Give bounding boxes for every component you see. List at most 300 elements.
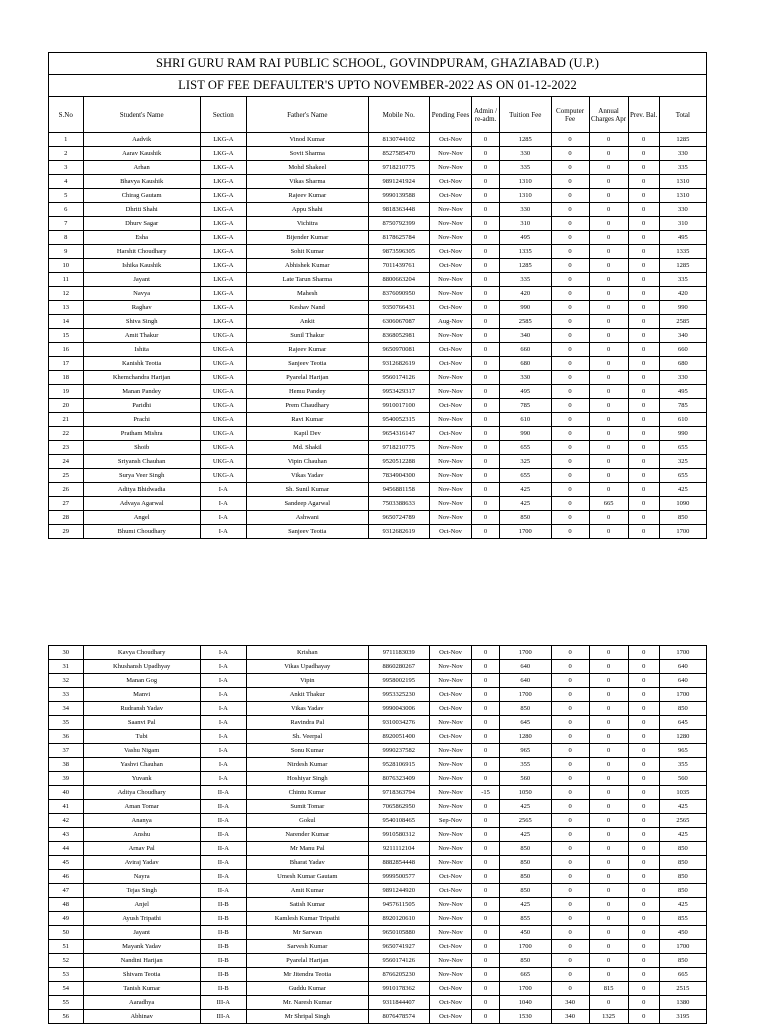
cell-admission: 0 xyxy=(472,497,500,511)
cell-father-name: Mr Sarwan xyxy=(246,926,368,940)
cell-father-name: Sonu Kumar xyxy=(246,744,368,758)
cell-annual-charges: 0 xyxy=(589,730,628,744)
cell-computer-fee: 0 xyxy=(551,842,589,856)
cell-tuition-fee: 1335 xyxy=(499,245,551,259)
cell-student-name: Aarav Kaushik xyxy=(83,147,200,161)
cell-student-name: Manan Pandey xyxy=(83,385,200,399)
cell-student-name: Nayra xyxy=(83,870,200,884)
cell-tuition-fee: 965 xyxy=(499,744,551,758)
cell-total: 1700 xyxy=(659,525,706,539)
cell-prev-bal: 0 xyxy=(628,455,659,469)
cell-tuition-fee: 1050 xyxy=(499,786,551,800)
cell-sno: 32 xyxy=(49,674,84,688)
cell-admission: 0 xyxy=(472,856,500,870)
cell-student-name: Bhavya Kaushik xyxy=(83,175,200,189)
cell-prev-bal: 0 xyxy=(628,343,659,357)
cell-sno: 18 xyxy=(49,371,84,385)
cell-computer-fee: 0 xyxy=(551,912,589,926)
cell-tuition-fee: 1310 xyxy=(499,189,551,203)
table-row xyxy=(49,273,707,287)
cell-total: 785 xyxy=(659,399,706,413)
cell-mobile: 9540108465 xyxy=(368,814,429,828)
cell-sno: 30 xyxy=(49,646,84,660)
cell-computer-fee: 0 xyxy=(551,413,589,427)
cell-section: III-A xyxy=(200,1010,246,1024)
cell-tuition-fee: 1700 xyxy=(499,525,551,539)
cell-prev-bal: 0 xyxy=(628,870,659,884)
cell-father-name: Umesh Kumar Gautam xyxy=(246,870,368,884)
table-row xyxy=(49,147,707,161)
table-row xyxy=(49,525,707,539)
table-row xyxy=(49,385,707,399)
cell-sno: 1 xyxy=(49,133,84,147)
fee-defaulter-table-top xyxy=(48,52,707,539)
cell-prev-bal: 0 xyxy=(628,147,659,161)
cell-admission: 0 xyxy=(472,455,500,469)
cell-mobile: 9457611505 xyxy=(368,898,429,912)
cell-section: UKG-A xyxy=(200,399,246,413)
cell-section: LKG-A xyxy=(200,161,246,175)
cell-total: 2585 xyxy=(659,315,706,329)
cell-mobile: 9718210775 xyxy=(368,441,429,455)
cell-father-name: Mr Manu Pal xyxy=(246,842,368,856)
cell-annual-charges: 0 xyxy=(589,940,628,954)
cell-tuition-fee: 665 xyxy=(499,968,551,982)
cell-tuition-fee: 1700 xyxy=(499,646,551,660)
cell-sno: 12 xyxy=(49,287,84,301)
cell-admission: 0 xyxy=(472,133,500,147)
cell-section: LKG-A xyxy=(200,133,246,147)
cell-student-name: Dhurv Sagar xyxy=(83,217,200,231)
cell-student-name: Angel xyxy=(83,511,200,525)
cell-total: 660 xyxy=(659,343,706,357)
cell-father-name: Vichitra xyxy=(246,217,368,231)
cell-mobile: 8882854448 xyxy=(368,856,429,870)
cell-admission: 0 xyxy=(472,399,500,413)
cell-annual-charges: 0 xyxy=(589,161,628,175)
cell-student-name: Abhinav xyxy=(83,1010,200,1024)
cell-pending-fees: Oct-Nov xyxy=(429,133,472,147)
cell-tuition-fee: 495 xyxy=(499,231,551,245)
cell-sno: 27 xyxy=(49,497,84,511)
cell-father-name: Sanjeev Teotia xyxy=(246,357,368,371)
cell-annual-charges: 0 xyxy=(589,259,628,273)
table-row xyxy=(49,371,707,385)
cell-mobile: 7011439761 xyxy=(368,259,429,273)
cell-pending-fees: Oct-Nov xyxy=(429,646,472,660)
cell-prev-bal: 0 xyxy=(628,175,659,189)
cell-father-name: Mr. Naresh Kumar xyxy=(246,996,368,1010)
cell-computer-fee: 0 xyxy=(551,245,589,259)
cell-tuition-fee: 325 xyxy=(499,455,551,469)
cell-prev-bal: 0 xyxy=(628,772,659,786)
cell-admission: 0 xyxy=(472,730,500,744)
cell-tuition-fee: 655 xyxy=(499,441,551,455)
cell-father-name: Rajeev Kumar xyxy=(246,189,368,203)
cell-sno: 41 xyxy=(49,800,84,814)
cell-mobile: 9891244920 xyxy=(368,884,429,898)
cell-sno: 39 xyxy=(49,772,84,786)
cell-annual-charges: 0 xyxy=(589,912,628,926)
cell-student-name: Rudransh Yadav xyxy=(83,702,200,716)
cell-pending-fees: Nov-Nov xyxy=(429,772,472,786)
cell-prev-bal: 0 xyxy=(628,133,659,147)
cell-father-name: Ankit Thakur xyxy=(246,688,368,702)
cell-pending-fees: Oct-Nov xyxy=(429,301,472,315)
cell-tuition-fee: 850 xyxy=(499,856,551,870)
cell-pending-fees: Nov-Nov xyxy=(429,968,472,982)
cell-father-name: Sovit Sharma xyxy=(246,147,368,161)
cell-admission: 0 xyxy=(472,912,500,926)
cell-total: 1335 xyxy=(659,245,706,259)
cell-admission: 0 xyxy=(472,217,500,231)
cell-prev-bal: 0 xyxy=(628,315,659,329)
cell-father-name: Vikas Sharma xyxy=(246,175,368,189)
cell-admission: 0 xyxy=(472,203,500,217)
cell-tuition-fee: 560 xyxy=(499,772,551,786)
cell-annual-charges: 0 xyxy=(589,800,628,814)
cell-admission: 0 xyxy=(472,828,500,842)
cell-tuition-fee: 655 xyxy=(499,469,551,483)
cell-tuition-fee: 330 xyxy=(499,147,551,161)
cell-total: 990 xyxy=(659,301,706,315)
cell-pending-fees: Nov-Nov xyxy=(429,203,472,217)
cell-annual-charges: 0 xyxy=(589,968,628,982)
cell-mobile: 8766205230 xyxy=(368,968,429,982)
cell-prev-bal: 0 xyxy=(628,301,659,315)
table-row xyxy=(49,744,707,758)
cell-student-name: Vashu Nigam xyxy=(83,744,200,758)
cell-prev-bal: 0 xyxy=(628,161,659,175)
cell-student-name: Mayank Yadav xyxy=(83,940,200,954)
cell-annual-charges: 1325 xyxy=(589,1010,628,1024)
cell-section: I-A xyxy=(200,772,246,786)
table-row xyxy=(49,786,707,800)
cell-total: 2565 xyxy=(659,814,706,828)
cell-annual-charges: 0 xyxy=(589,427,628,441)
cell-computer-fee: 0 xyxy=(551,716,589,730)
cell-prev-bal: 0 xyxy=(628,217,659,231)
cell-student-name: Amit Thakur xyxy=(83,329,200,343)
cell-sno: 33 xyxy=(49,688,84,702)
cell-father-name: Rajeev Kumar xyxy=(246,343,368,357)
cell-admission: 0 xyxy=(472,1010,500,1024)
cell-total: 1700 xyxy=(659,688,706,702)
cell-pending-fees: Nov-Nov xyxy=(429,217,472,231)
cell-section: UKG-A xyxy=(200,371,246,385)
cell-tuition-fee: 450 xyxy=(499,926,551,940)
cell-mobile: 8750792399 xyxy=(368,217,429,231)
table-row xyxy=(49,245,707,259)
cell-section: II-B xyxy=(200,982,246,996)
cell-student-name: Tanish Kumar xyxy=(83,982,200,996)
cell-tuition-fee: 1285 xyxy=(499,259,551,273)
cell-admission: 0 xyxy=(472,996,500,1010)
cell-computer-fee: 0 xyxy=(551,273,589,287)
cell-computer-fee: 0 xyxy=(551,828,589,842)
table-row xyxy=(49,646,707,660)
cell-annual-charges: 0 xyxy=(589,245,628,259)
cell-total: 450 xyxy=(659,926,706,940)
cell-section: II-B xyxy=(200,926,246,940)
cell-prev-bal: 0 xyxy=(628,716,659,730)
cell-computer-fee: 0 xyxy=(551,203,589,217)
cell-admission: 0 xyxy=(472,842,500,856)
cell-student-name: Esha xyxy=(83,231,200,245)
cell-total: 965 xyxy=(659,744,706,758)
cell-annual-charges: 0 xyxy=(589,455,628,469)
cell-pending-fees: Nov-Nov xyxy=(429,856,472,870)
cell-computer-fee: 0 xyxy=(551,758,589,772)
cell-total: 850 xyxy=(659,870,706,884)
cell-pending-fees: Nov-Nov xyxy=(429,441,472,455)
cell-student-name: Nandini Harijan xyxy=(83,954,200,968)
cell-father-name: Vipin Chauhan xyxy=(246,455,368,469)
cell-computer-fee: 0 xyxy=(551,455,589,469)
cell-total: 990 xyxy=(659,427,706,441)
cell-annual-charges: 0 xyxy=(589,884,628,898)
cell-tuition-fee: 1700 xyxy=(499,940,551,954)
cell-computer-fee: 0 xyxy=(551,982,589,996)
cell-father-name: Hoshiyar Singh xyxy=(246,772,368,786)
cell-total: 680 xyxy=(659,357,706,371)
cell-annual-charges: 0 xyxy=(589,441,628,455)
cell-sno: 24 xyxy=(49,455,84,469)
cell-total: 1310 xyxy=(659,175,706,189)
cell-prev-bal: 0 xyxy=(628,231,659,245)
cell-prev-bal: 0 xyxy=(628,483,659,497)
cell-mobile: 9650105880 xyxy=(368,926,429,940)
cell-student-name: Chirag Gautam xyxy=(83,189,200,203)
cell-tuition-fee: 425 xyxy=(499,828,551,842)
cell-father-name: Sunil Thakur xyxy=(246,329,368,343)
cell-computer-fee: 0 xyxy=(551,343,589,357)
cell-student-name: Aditya Bhidwadia xyxy=(83,483,200,497)
cell-prev-bal: 0 xyxy=(628,273,659,287)
cell-admission: 0 xyxy=(472,315,500,329)
cell-student-name: Shivam Teotia xyxy=(83,968,200,982)
table-row xyxy=(49,940,707,954)
cell-annual-charges: 0 xyxy=(589,399,628,413)
cell-pending-fees: Nov-Nov xyxy=(429,371,472,385)
cell-sno: 48 xyxy=(49,898,84,912)
cell-prev-bal: 0 xyxy=(628,996,659,1010)
cell-student-name: Aviraj Yadav xyxy=(83,856,200,870)
cell-annual-charges: 0 xyxy=(589,301,628,315)
cell-student-name: Surya Veer Singh xyxy=(83,469,200,483)
cell-prev-bal: 0 xyxy=(628,203,659,217)
cell-pending-fees: Nov-Nov xyxy=(429,469,472,483)
cell-admission: 0 xyxy=(472,800,500,814)
cell-sno: 17 xyxy=(49,357,84,371)
cell-section: I-A xyxy=(200,716,246,730)
cell-section: I-A xyxy=(200,730,246,744)
cell-tuition-fee: 425 xyxy=(499,497,551,511)
cell-annual-charges: 0 xyxy=(589,996,628,1010)
cell-pending-fees: Nov-Nov xyxy=(429,511,472,525)
cell-tuition-fee: 1280 xyxy=(499,730,551,744)
cell-prev-bal: 0 xyxy=(628,856,659,870)
column-header-father-name: Father's Name xyxy=(246,97,368,133)
cell-section: II-B xyxy=(200,898,246,912)
cell-mobile: 8376090950 xyxy=(368,287,429,301)
cell-total: 1700 xyxy=(659,646,706,660)
table-row xyxy=(49,954,707,968)
cell-father-name: Pyarelal Harijan xyxy=(246,954,368,968)
cell-pending-fees: Aug-Nov xyxy=(429,315,472,329)
cell-annual-charges: 0 xyxy=(589,483,628,497)
cell-admission: 0 xyxy=(472,898,500,912)
cell-tuition-fee: 850 xyxy=(499,842,551,856)
cell-sno: 6 xyxy=(49,203,84,217)
cell-mobile: 9718363794 xyxy=(368,786,429,800)
table-row xyxy=(49,329,707,343)
cell-computer-fee: 0 xyxy=(551,231,589,245)
cell-section: UKG-A xyxy=(200,329,246,343)
cell-total: 1310 xyxy=(659,189,706,203)
cell-sno: 23 xyxy=(49,441,84,455)
table-row xyxy=(49,203,707,217)
cell-prev-bal: 0 xyxy=(628,912,659,926)
cell-section: UKG-A xyxy=(200,469,246,483)
cell-sno: 45 xyxy=(49,856,84,870)
cell-prev-bal: 0 xyxy=(628,646,659,660)
cell-mobile: 9528106915 xyxy=(368,758,429,772)
cell-father-name: Krishan xyxy=(246,646,368,660)
cell-tuition-fee: 610 xyxy=(499,413,551,427)
cell-pending-fees: Oct-Nov xyxy=(429,996,472,1010)
cell-section: LKG-A xyxy=(200,259,246,273)
cell-annual-charges: 0 xyxy=(589,357,628,371)
cell-computer-fee: 0 xyxy=(551,133,589,147)
cell-father-name: Md. Shakil xyxy=(246,441,368,455)
cell-tuition-fee: 855 xyxy=(499,912,551,926)
cell-tuition-fee: 990 xyxy=(499,427,551,441)
cell-total: 1035 xyxy=(659,786,706,800)
cell-total: 1285 xyxy=(659,259,706,273)
cell-mobile: 9654316147 xyxy=(368,427,429,441)
cell-total: 645 xyxy=(659,716,706,730)
cell-mobile: 8920051400 xyxy=(368,730,429,744)
cell-total: 850 xyxy=(659,842,706,856)
cell-total: 1700 xyxy=(659,940,706,954)
cell-computer-fee: 340 xyxy=(551,1010,589,1024)
cell-father-name: Vipin xyxy=(246,674,368,688)
cell-section: III-A xyxy=(200,996,246,1010)
cell-annual-charges: 0 xyxy=(589,413,628,427)
cell-father-name: Guddu Kumar xyxy=(246,982,368,996)
cell-sno: 54 xyxy=(49,982,84,996)
cell-annual-charges: 0 xyxy=(589,842,628,856)
cell-father-name: Ankit xyxy=(246,315,368,329)
cell-admission: 0 xyxy=(472,814,500,828)
cell-prev-bal: 0 xyxy=(628,688,659,702)
cell-section: LKG-A xyxy=(200,231,246,245)
cell-section: LKG-A xyxy=(200,315,246,329)
cell-pending-fees: Nov-Nov xyxy=(429,674,472,688)
cell-annual-charges: 0 xyxy=(589,203,628,217)
table-row xyxy=(49,912,707,926)
cell-pending-fees: Nov-Nov xyxy=(429,912,472,926)
cell-student-name: Ishita xyxy=(83,343,200,357)
cell-tuition-fee: 850 xyxy=(499,702,551,716)
column-header-student-name: Student's Name xyxy=(83,97,200,133)
cell-admission: 0 xyxy=(472,329,500,343)
cell-prev-bal: 0 xyxy=(628,469,659,483)
cell-sno: 10 xyxy=(49,259,84,273)
cell-student-name: Anshu xyxy=(83,828,200,842)
cell-mobile: 8076478574 xyxy=(368,1010,429,1024)
cell-father-name: Mr Jitendra Teotia xyxy=(246,968,368,982)
cell-annual-charges: 0 xyxy=(589,329,628,343)
cell-section: UKG-A xyxy=(200,343,246,357)
cell-student-name: Ayush Tripathi xyxy=(83,912,200,926)
cell-tuition-fee: 335 xyxy=(499,273,551,287)
cell-sno: 14 xyxy=(49,315,84,329)
cell-sno: 37 xyxy=(49,744,84,758)
cell-section: II-A xyxy=(200,842,246,856)
cell-tuition-fee: 1310 xyxy=(499,175,551,189)
cell-sno: 35 xyxy=(49,716,84,730)
cell-admission: 0 xyxy=(472,259,500,273)
cell-student-name: Aditya Choudhary xyxy=(83,786,200,800)
cell-tuition-fee: 355 xyxy=(499,758,551,772)
cell-computer-fee: 0 xyxy=(551,786,589,800)
cell-prev-bal: 0 xyxy=(628,525,659,539)
cell-total: 2515 xyxy=(659,982,706,996)
cell-total: 1090 xyxy=(659,497,706,511)
cell-total: 330 xyxy=(659,371,706,385)
cell-mobile: 9540052315 xyxy=(368,413,429,427)
cell-student-name: Khushansh Upadhyay xyxy=(83,660,200,674)
cell-section: II-A xyxy=(200,870,246,884)
cell-admission: 0 xyxy=(472,674,500,688)
cell-section: II-A xyxy=(200,884,246,898)
cell-pending-fees: Nov-Nov xyxy=(429,786,472,800)
cell-admission: 0 xyxy=(472,870,500,884)
cell-computer-fee: 0 xyxy=(551,772,589,786)
cell-mobile: 9873596305 xyxy=(368,245,429,259)
cell-mobile: 9891241924 xyxy=(368,175,429,189)
cell-annual-charges: 0 xyxy=(589,231,628,245)
cell-mobile: 9310034276 xyxy=(368,716,429,730)
cell-total: 560 xyxy=(659,772,706,786)
cell-total: 355 xyxy=(659,758,706,772)
cell-mobile: 9560174126 xyxy=(368,371,429,385)
cell-student-name: Jayant xyxy=(83,926,200,940)
cell-section: I-A xyxy=(200,497,246,511)
cell-annual-charges: 0 xyxy=(589,287,628,301)
cell-annual-charges: 0 xyxy=(589,273,628,287)
cell-total: 850 xyxy=(659,884,706,898)
cell-computer-fee: 0 xyxy=(551,660,589,674)
cell-sno: 21 xyxy=(49,413,84,427)
cell-pending-fees: Nov-Nov xyxy=(429,497,472,511)
cell-section: II-A xyxy=(200,786,246,800)
cell-student-name: Aman Tomar xyxy=(83,800,200,814)
cell-tuition-fee: 1530 xyxy=(499,1010,551,1024)
cell-father-name: Mahesh xyxy=(246,287,368,301)
cell-computer-fee: 0 xyxy=(551,744,589,758)
cell-tuition-fee: 425 xyxy=(499,898,551,912)
table-row xyxy=(49,469,707,483)
cell-pending-fees: Nov-Nov xyxy=(429,161,472,175)
cell-mobile: 8920120610 xyxy=(368,912,429,926)
column-header-row xyxy=(49,97,707,133)
cell-father-name: Narender Kumar xyxy=(246,828,368,842)
column-header-sno: S.No xyxy=(49,97,84,133)
cell-section: I-A xyxy=(200,525,246,539)
